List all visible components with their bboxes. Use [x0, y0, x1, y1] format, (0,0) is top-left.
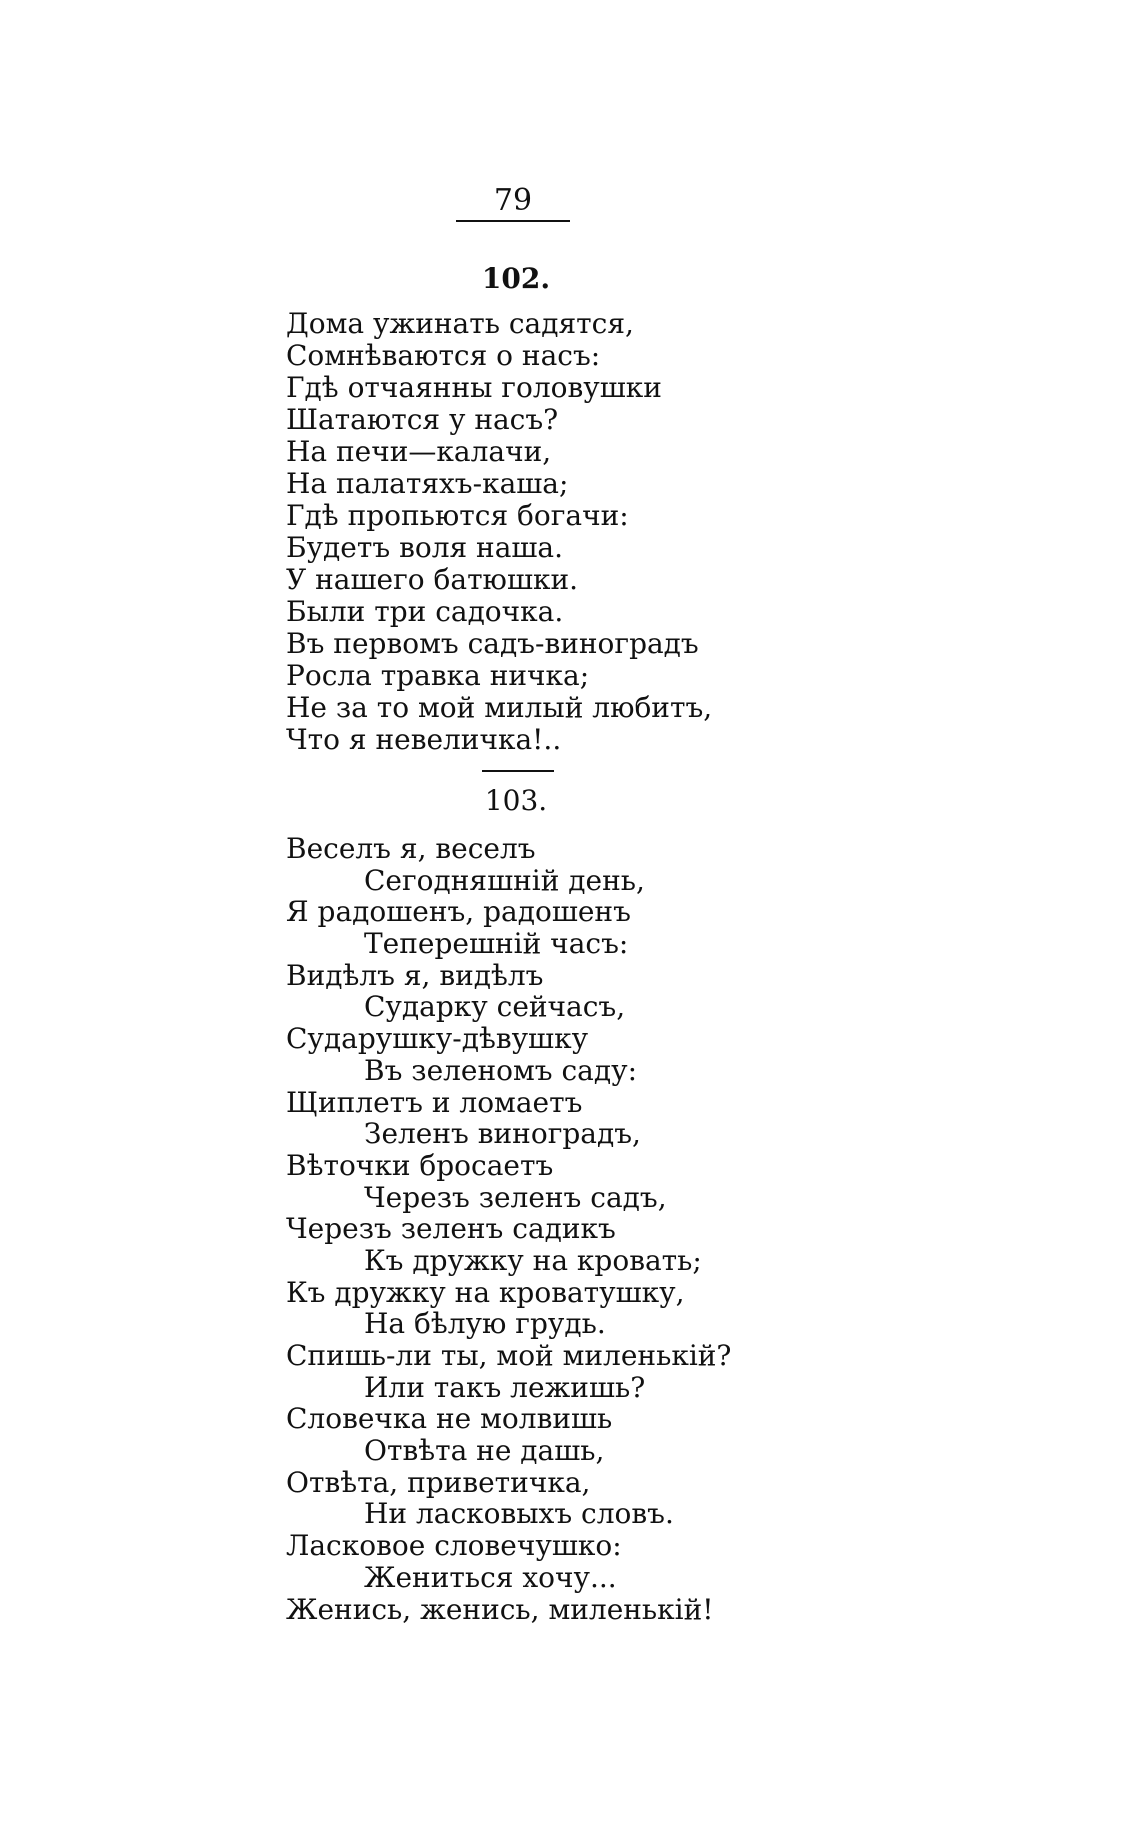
section-divider	[482, 770, 554, 772]
page-number-underline	[456, 220, 570, 222]
verse-line: Ни ласковыхъ словъ.	[364, 1497, 674, 1531]
verse-line: Отвѣта, приветичка,	[286, 1465, 591, 1499]
verse-line: Росла травка ничка;	[286, 659, 590, 692]
verse-line: Щиплетъ и ломаетъ	[286, 1085, 583, 1119]
verse-line: Спишь-ли ты, мой миленькій?	[286, 1339, 732, 1372]
verse-line: Шатаются у насъ?	[286, 403, 559, 436]
verse-line: Черезъ зеленъ садикъ	[286, 1212, 616, 1246]
verse-line: Дома ужинать садятся,	[286, 307, 634, 340]
verse-line: Сегодняшній день,	[364, 863, 645, 897]
verse-line: Зеленъ виноградъ,	[364, 1117, 641, 1151]
verse-line: Были три садочка.	[286, 595, 564, 628]
verse-line: На палатяхъ-каша;	[286, 467, 569, 500]
verse-line: Видѣлъ я, видѣлъ	[286, 958, 544, 992]
verse-line: На бѣлую грудь.	[364, 1307, 606, 1341]
verse-line: Вѣточки бросаетъ	[286, 1148, 554, 1182]
verse-line: Сомнѣваются о насъ:	[286, 339, 601, 372]
verse-line: Не за то мой милый любитъ,	[286, 691, 713, 724]
verse-line: Гдѣ пропьются богачи:	[286, 499, 629, 532]
song-102-verse	[286, 308, 712, 756]
song-103-verse	[286, 833, 731, 1625]
verse-line: Отвѣта не дашь,	[364, 1434, 605, 1468]
verse-line: На печи—калачи,	[286, 435, 552, 468]
verse-line: Или такъ лежишь?	[364, 1370, 646, 1404]
verse-line: Теперешній часъ:	[364, 927, 629, 961]
verse-line: Что я невеличка!..	[286, 723, 562, 756]
verse-line: Жениться хочу...	[364, 1560, 617, 1594]
verse-line: Веселъ я, веселъ	[286, 832, 536, 865]
verse-line: Ласковое словечушко:	[286, 1529, 622, 1563]
verse-line: Будетъ воля наша.	[286, 531, 564, 564]
page-number: 79	[493, 183, 533, 218]
verse-line: Въ первомъ садъ-виноградъ	[286, 627, 699, 660]
verse-line: Словечка не молвишь	[286, 1402, 613, 1436]
song-number: 102.	[481, 262, 551, 295]
verse-line: Сударку сейчасъ,	[364, 990, 626, 1024]
verse-line: У нашего батюшки.	[286, 563, 579, 596]
verse-line: Въ зеленомъ саду:	[364, 1053, 638, 1087]
verse-line: Гдѣ отчаянны головушки	[286, 371, 662, 404]
verse-line: Сударушку-дѣвушку	[286, 1022, 589, 1056]
song-number: 103.	[484, 784, 548, 817]
verse-line: Къ дружку на кроватушку,	[286, 1275, 685, 1309]
verse-line: Черезъ зеленъ садъ,	[364, 1180, 667, 1214]
verse-line: Я радошенъ, радошенъ	[286, 895, 631, 929]
verse-line: Къ дружку на кровать;	[364, 1243, 702, 1277]
verse-line: Женись, женись, миленькій!	[286, 1592, 714, 1626]
